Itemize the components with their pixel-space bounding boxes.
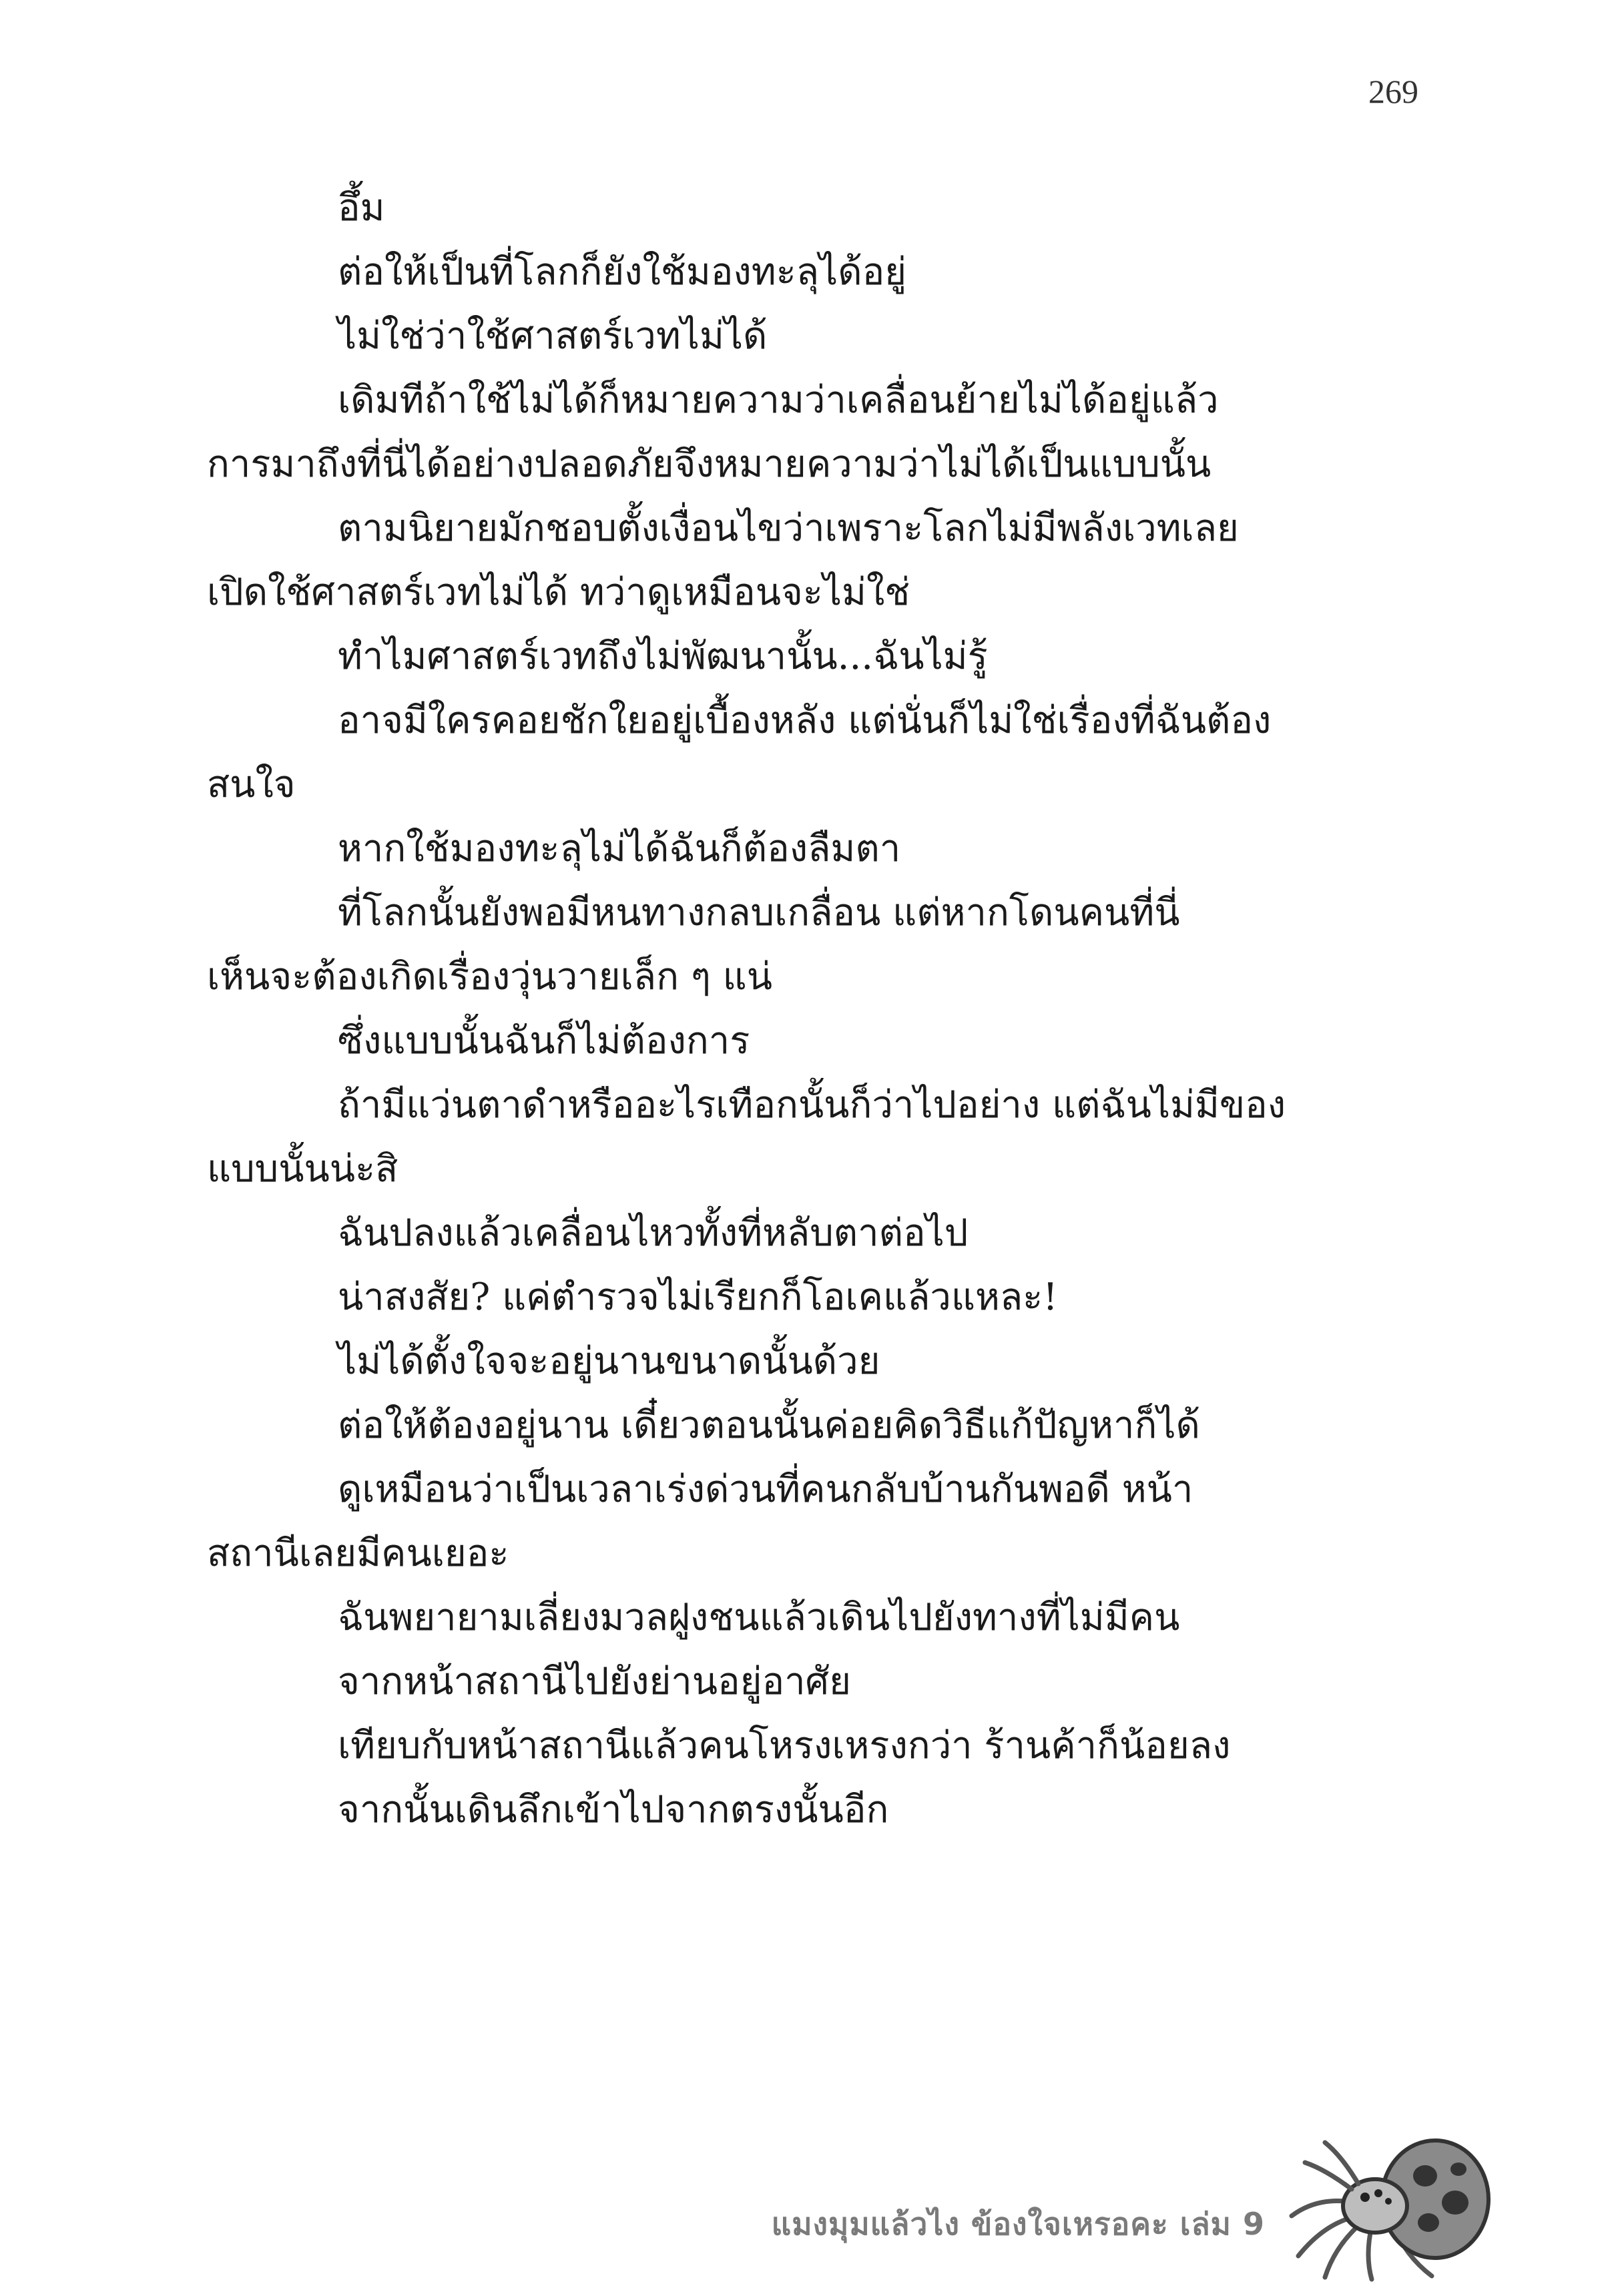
text-line: เดิมทีถ้าใช้ไม่ได้ก็หมายความว่าเคลื่อนย้ายไม่ได้อยู่แล้ว: [338, 378, 1219, 422]
text-line: ถ้ามีแว่นตาดำหรืออะไรเทือกนั้นก็ว่าไปอย่าง แต่ฉันไม่มีของ: [338, 1083, 1286, 1127]
spider-mascot-icon: [1278, 2122, 1499, 2283]
text-line: อึ้ม: [338, 186, 385, 230]
text-line: แบบนั้นน่ะสิ: [207, 1147, 398, 1191]
text-line: เปิดใช้ศาสตร์เวทไม่ได้ ทว่าดูเหมือนจะไม่ใช่: [207, 571, 910, 614]
text-line: การมาถึงที่นี่ได้อย่างปลอดภัยจึงหมายความว่าไม่ได้เป็นแบบนั้น: [207, 443, 1212, 486]
text-line: น่าสงสัย? แค่ตำรวจไม่เรียกก็โอเคแล้วแหละ!: [338, 1275, 1058, 1319]
text-line: สถานีเลยมีคนเยอะ: [207, 1532, 509, 1575]
text-line: ที่โลกนั้นยังพอมีหนทางกลบเกลื่อน แต่หากโดนคนที่นี่: [338, 891, 1180, 934]
text-line: ต่อให้เป็นที่โลกก็ยังใช้มองทะลุได้อยู่: [338, 250, 907, 294]
body-text: [207, 176, 1415, 1842]
page-number: 269: [1368, 73, 1418, 110]
text-line: ซึ่งแบบนั้นฉันก็ไม่ต้องการ: [338, 1019, 750, 1063]
text-line: อาจมีใครคอยชักใยอยู่เบื้องหลัง แต่นั่นก็ไม่ใช่เรื่องที่ฉันต้อง: [338, 699, 1272, 742]
text-line: สนใจ: [207, 763, 296, 806]
text-line: ไม่ได้ตั้งใจจะอยู่นานขนาดนั้นด้วย: [338, 1340, 880, 1383]
text-line: ตามนิยายมักชอบตั้งเงื่อนไขว่าเพราะโลกไม่มีพลังเวทเลย: [338, 507, 1239, 550]
text-line: เห็นจะต้องเกิดเรื่องวุ่นวายเล็ก ๆ แน่: [207, 955, 773, 998]
text-line: หากใช้มองทะลุไม่ได้ฉันก็ต้องลืมตา: [338, 827, 901, 870]
text-line: ทำไมศาสตร์เวทถึงไม่พัฒนานั้น...ฉันไม่รู้: [338, 635, 988, 678]
text-line: ฉันพยายามเลี่ยงมวลฝูงชนแล้วเดินไปยังทางที่ไม่มีคน: [338, 1596, 1180, 1639]
text-line: เทียบกับหน้าสถานีแล้วคนโหรงเหรงกว่า ร้านค้าก็น้อยลง: [338, 1724, 1231, 1767]
text-line: จากนั้นเดินลึกเข้าไปจากตรงนั้นอีก: [338, 1788, 889, 1831]
text-line: ดูเหมือนว่าเป็นเวลาเร่งด่วนที่คนกลับบ้านกันพอดี หน้า: [338, 1468, 1193, 1511]
text-line: จากหน้าสถานีไปยังย่านอยู่อาศัย: [338, 1660, 851, 1703]
footer-book-title: แมงมุมแล้วไง ข้องใจเหรอคะ เล่ม 9: [771, 2206, 1265, 2242]
text-line: ต่อให้ต้องอยู่นาน เดี๋ยวตอนนั้นค่อยคิดวิธีแก้ปัญหาก็ได้: [338, 1404, 1200, 1447]
text-line: ฉันปลงแล้วเคลื่อนไหวทั้งที่หลับตาต่อไป: [338, 1211, 969, 1255]
text-line: ไม่ใช่ว่าใช้ศาสตร์เวทไม่ได้: [338, 314, 768, 358]
